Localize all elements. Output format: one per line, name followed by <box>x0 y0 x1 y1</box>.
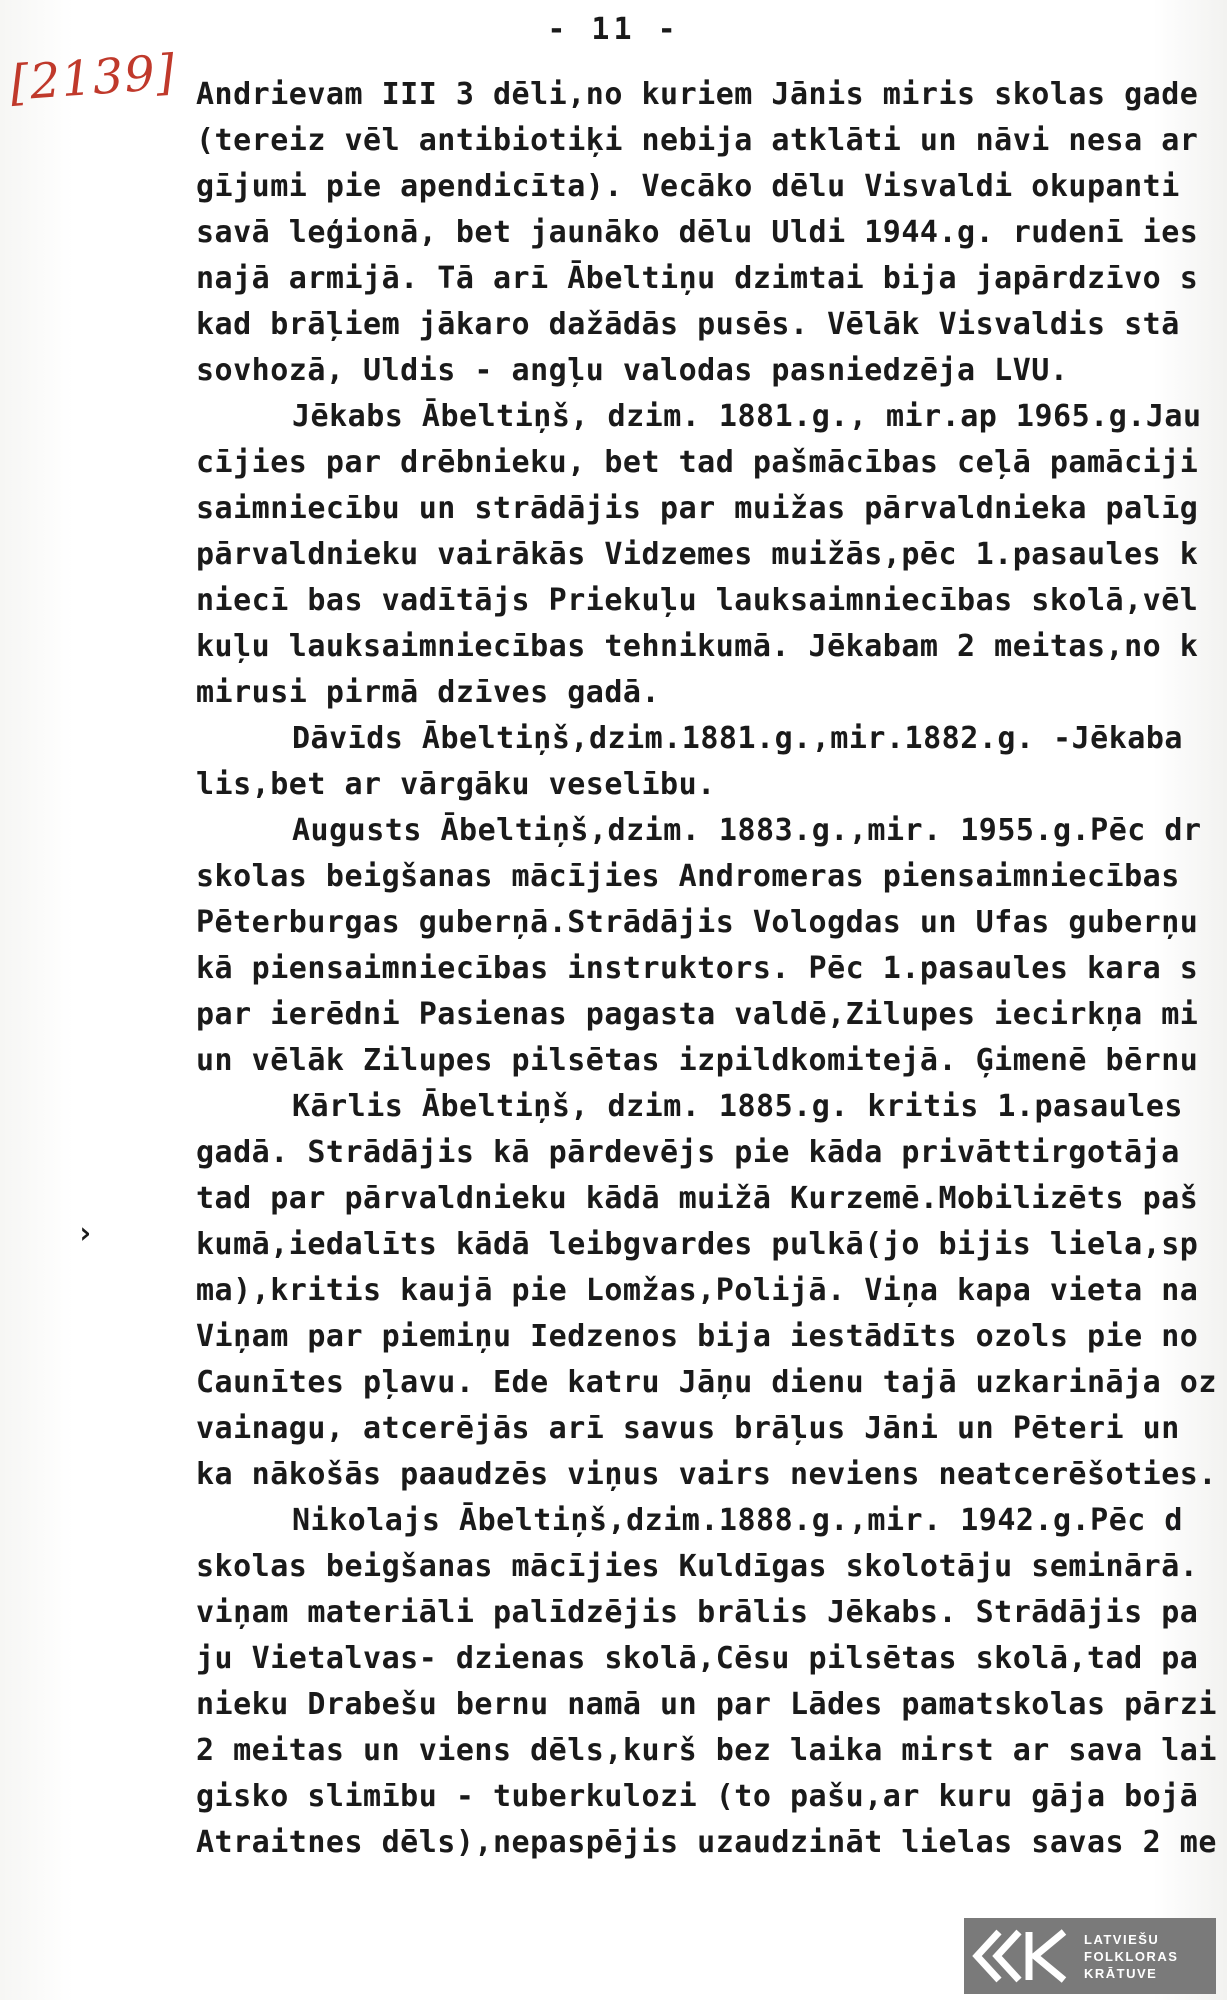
text-line: najā armijā. Tā arī Ābeltiņu dzimtai bija japārdzīvo s <box>196 261 1199 296</box>
logo-line-2: FOLKLORAS <box>1084 1948 1179 1964</box>
text-line: gadā. Strādājis kā pārdevējs pie kāda privāttirgotāja <box>196 1135 1180 1170</box>
text-line: Kārlis Ābeltiņš, dzim. 1885.g. kritis 1.pasaules <box>292 1089 1183 1124</box>
text-line: par ierēdni Pasienas pagasta valdē,Zilupes iecirkņa mi <box>196 997 1199 1032</box>
text-line: skolas beigšanas mācījies Andromeras piensaimniecības <box>196 859 1180 894</box>
text-line: Viņam par piemiņu Iedzenos bija iestādīts ozols pie no <box>196 1319 1199 1354</box>
text-line: ma),kritis kaujā pie Lomžas,Polijā. Viņa kapa vieta na <box>196 1273 1199 1308</box>
text-line: lis,bet ar vārgāku veselību. <box>196 767 716 802</box>
margin-mark: › <box>76 1216 95 1251</box>
text-line: sovhozā, Uldis - angļu valodas pasniedzēja LVU. <box>196 353 1069 388</box>
text-line: mirusi pirmā dzīves gadā. <box>196 675 661 710</box>
text-line: Atraitnes dēls),nepaspējis uzaudzināt lielas savas 2 me <box>196 1825 1217 1860</box>
text-line: 2 meitas un viens dēls,kurš bez laika mirst ar sava lai <box>196 1733 1217 1768</box>
text-line: nieku Drabešu bernu namā un par Lādes pamatskolas pārzi <box>196 1687 1217 1722</box>
text-line: pārvaldnieku vairākās Vidzemes muižās,pēc 1.pasaules k <box>196 537 1199 572</box>
text-line: un vēlāk Zilupes pilsētas izpildkomitejā. Ģimenē bērnu <box>196 1043 1199 1078</box>
folklore-archive-logo <box>964 1918 1216 1994</box>
text-line: vainagu, atcerējās arī savus brāļus Jāni un Pēteri un <box>196 1411 1180 1446</box>
typewritten-text-block <box>196 72 1221 1866</box>
logo-line-1: LATVIEŠU <box>1084 1931 1160 1947</box>
text-line: skolas beigšanas mācījies Kuldīgas skolotāju seminārā. <box>196 1549 1199 1584</box>
text-line: ju Vietalvas- dzienas skolā,Cēsu pilsētas skolā,tad pa <box>196 1641 1199 1676</box>
text-line: ka nākošās paaudzēs viņus vairs neviens neatcerēšoties. <box>196 1457 1217 1492</box>
text-line: (tereiz vēl antibiotiķi nebija atklāti un nāvi nesa ar <box>196 123 1199 158</box>
text-line: Augusts Ābeltiņš,dzim. 1883.g.,mir. 1955.g.Pēc dr <box>292 813 1202 848</box>
archive-number-annotation: [2139] <box>8 44 178 112</box>
logo-line-3: KRĀTUVE <box>1084 1965 1158 1981</box>
text-line: cījies par drēbnieku, bet tad pašmācības ceļā pamāciji <box>196 445 1199 480</box>
text-line: Caunītes pļavu. Ede katru Jāņu dienu tajā uzkarināja oz <box>196 1365 1217 1400</box>
text-line: kuļu lauksaimniecības tehnikumā. Jēkabam 2 meitas,no k <box>196 629 1199 664</box>
text-line: kā piensaimniecības instruktors. Pēc 1.pasaules kara s <box>196 951 1199 986</box>
text-line: savā leģionā, bet jaunāko dēlu Uldi 1944.g. rudenī ies <box>196 215 1199 250</box>
page-number: - 11 - <box>547 12 680 47</box>
text-line: kumā,iedalīts kādā leibgvardes pulkā(jo bijis liela,sp <box>196 1227 1199 1262</box>
text-line: gisko slimību - tuberkulozi (to pašu,ar kuru gāja bojā <box>196 1779 1199 1814</box>
text-line: kad brāļiem jākaro dažādās pusēs. Vēlāk Visvaldis stā <box>196 307 1180 342</box>
text-line: Jēkabs Ābeltiņš, dzim. 1881.g., mir.ap 1965.g.Jau <box>292 399 1202 434</box>
text-line: viņam materiāli palīdzējis brālis Jēkabs. Strādājis pa <box>196 1595 1199 1630</box>
logo-text <box>1084 1931 1178 1982</box>
text-line: tad par pārvaldnieku kādā muižā Kurzemē.Mobilizēts paš <box>196 1181 1199 1216</box>
text-line: Andrievam III 3 dēli,no kuriem Jānis miris skolas gade <box>196 77 1199 112</box>
text-line: Nikolajs Ābeltiņš,dzim.1888.g.,mir. 1942.g.Pēc d <box>292 1503 1183 1538</box>
text-line: gījumi pie apendicīta). Vecāko dēlu Visvaldi okupanti <box>196 169 1180 204</box>
text-line: niecī bas vadītājs Priekuļu lauksaimniecības skolā,vēl <box>196 583 1199 618</box>
text-line: Dāvīds Ābeltiņš,dzim.1881.g.,mir.1882.g. -Jēkaba <box>292 721 1183 756</box>
lfk-emblem-icon <box>964 1918 1084 1994</box>
text-line: Pēterburgas guberņā.Strādājis Vologdas un Ufas guberņu <box>196 905 1199 940</box>
text-line: saimniecību un strādājis par muižas pārvaldnieka palīg <box>196 491 1199 526</box>
